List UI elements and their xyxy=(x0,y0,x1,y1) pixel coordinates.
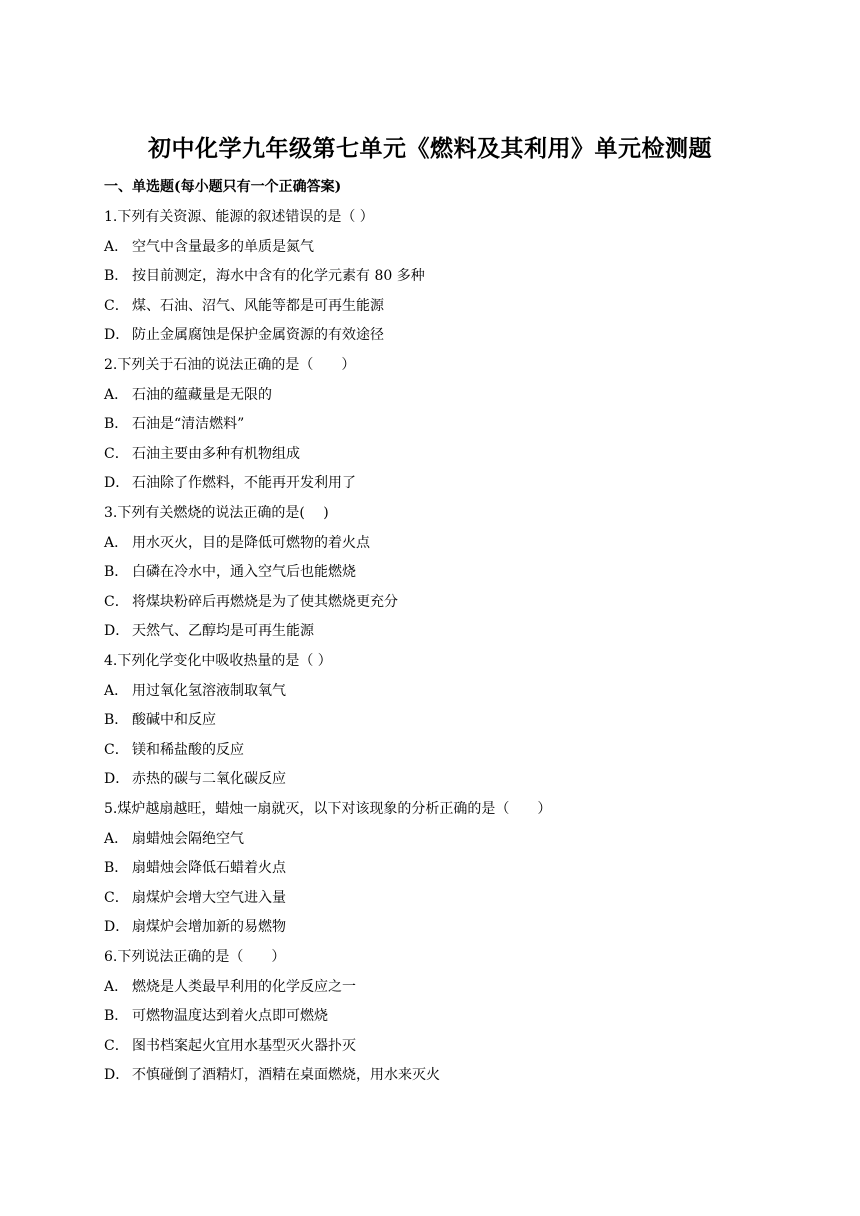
question-stem: 4.下列化学变化中吸收热量的是（ ） xyxy=(104,653,332,669)
option-letter: D． xyxy=(104,1067,130,1084)
option-text: 图书档案起火宜用水基型灭火器扑灭 xyxy=(132,1037,356,1054)
option-letter: D． xyxy=(104,327,130,344)
answer-option xyxy=(104,739,244,759)
option-text: 将煤块粉碎后再燃烧是为了使其燃烧更充分 xyxy=(132,593,398,610)
answer-option xyxy=(104,295,384,315)
option-letter: A． xyxy=(104,534,129,551)
option-letter: C． xyxy=(104,297,129,314)
answer-option xyxy=(104,620,314,640)
option-letter: A． xyxy=(104,978,129,995)
answer-option xyxy=(104,324,384,344)
option-text: 镁和稀盐酸的反应 xyxy=(132,741,244,758)
answer-option xyxy=(104,443,300,463)
option-text: 石油主要由多种有机物组成 xyxy=(132,445,300,462)
answer-option xyxy=(104,591,398,611)
option-letter: B． xyxy=(104,416,129,433)
answer-option xyxy=(104,1064,440,1084)
option-text: 可燃物温度达到着火点即可燃烧 xyxy=(132,1008,328,1025)
answer-option xyxy=(104,828,244,848)
answer-option xyxy=(104,976,356,996)
option-letter: D． xyxy=(104,623,130,640)
option-letter: A． xyxy=(104,830,129,847)
question-stem: 5.煤炉越扇越旺，蜡烛一扇就灭，以下对该现象的分析正确的是（ ） xyxy=(104,801,552,817)
answer-option xyxy=(104,561,356,581)
option-text: 空气中含量最多的单质是氮气 xyxy=(132,238,314,255)
option-letter: B． xyxy=(104,860,129,877)
option-text: 扇蜡烛会降低石蜡着火点 xyxy=(132,860,286,877)
option-text: 酸碱中和反应 xyxy=(132,712,216,729)
question-stem: 2.下列关于石油的说法正确的是（ ） xyxy=(104,357,356,373)
option-letter: B． xyxy=(104,1008,129,1025)
option-text: 不慎碰倒了酒精灯，酒精在桌面燃烧，用水来灭火 xyxy=(132,1067,440,1084)
question-stem: 1.下列有关资源、能源的叙述错误的是（ ） xyxy=(104,209,374,225)
option-text: 扇煤炉会增加新的易燃物 xyxy=(132,919,286,936)
option-letter: B． xyxy=(104,712,129,729)
option-text: 赤热的碳与二氧化碳反应 xyxy=(132,771,286,788)
option-text: 防止金属腐蚀是保护金属资源的有效途径 xyxy=(132,327,384,344)
option-text: 用过氧化氢溶液制取氧气 xyxy=(132,682,286,699)
answer-option xyxy=(104,384,272,404)
option-letter: A． xyxy=(104,238,129,255)
option-letter: C． xyxy=(104,741,129,758)
answer-option xyxy=(104,532,370,552)
option-text: 天然气、乙醇均是可再生能源 xyxy=(132,623,314,640)
option-text: 按目前测定，海水中含有的化学元素有 80 多种 xyxy=(132,268,425,285)
answer-option xyxy=(104,916,286,936)
option-letter: A． xyxy=(104,682,129,699)
answer-option xyxy=(104,1035,356,1055)
option-text: 扇煤炉会增大空气进入量 xyxy=(132,889,286,906)
option-letter: B． xyxy=(104,564,129,581)
answer-option xyxy=(104,1005,328,1025)
answer-option xyxy=(104,768,286,788)
section-heading: 一、单选题(每小题只有一个正确答案) xyxy=(104,179,342,195)
answer-option xyxy=(104,413,244,433)
option-letter: B． xyxy=(104,268,129,285)
answer-option xyxy=(104,680,286,700)
option-letter: C． xyxy=(104,445,129,462)
question-stem: 6.下列说法正确的是（ ） xyxy=(104,949,286,965)
option-text: 扇蜡烛会隔绝空气 xyxy=(132,830,244,847)
question-stem: 3.下列有关燃烧的说法正确的是( ) xyxy=(104,505,329,521)
option-letter: D． xyxy=(104,475,130,492)
option-text: 用水灭火，目的是降低可燃物的着火点 xyxy=(132,534,370,551)
option-text: 煤、石油、沼气、风能等都是可再生能源 xyxy=(132,297,384,314)
option-text: 石油除了作燃料，不能再开发利用了 xyxy=(132,475,356,492)
answer-option xyxy=(104,472,356,492)
answer-option xyxy=(104,887,286,907)
option-letter: C． xyxy=(104,593,129,610)
option-letter: A． xyxy=(104,386,129,403)
answer-option xyxy=(104,857,286,877)
option-letter: D． xyxy=(104,771,130,788)
option-text: 燃烧是人类最早利用的化学反应之一 xyxy=(132,978,356,995)
answer-option xyxy=(104,236,314,256)
answer-option xyxy=(104,265,425,285)
option-text: 石油的蕴藏量是无限的 xyxy=(132,386,272,403)
option-text: 石油是“清洁燃料” xyxy=(132,416,245,433)
option-letter: D． xyxy=(104,919,130,936)
answer-option xyxy=(104,709,216,729)
option-letter: C． xyxy=(104,1037,129,1054)
option-text: 白磷在冷水中，通入空气后也能燃烧 xyxy=(132,564,356,581)
document-title: 初中化学九年级第七单元《燃料及其利用》单元检测题 xyxy=(148,135,712,162)
option-letter: C． xyxy=(104,889,129,906)
